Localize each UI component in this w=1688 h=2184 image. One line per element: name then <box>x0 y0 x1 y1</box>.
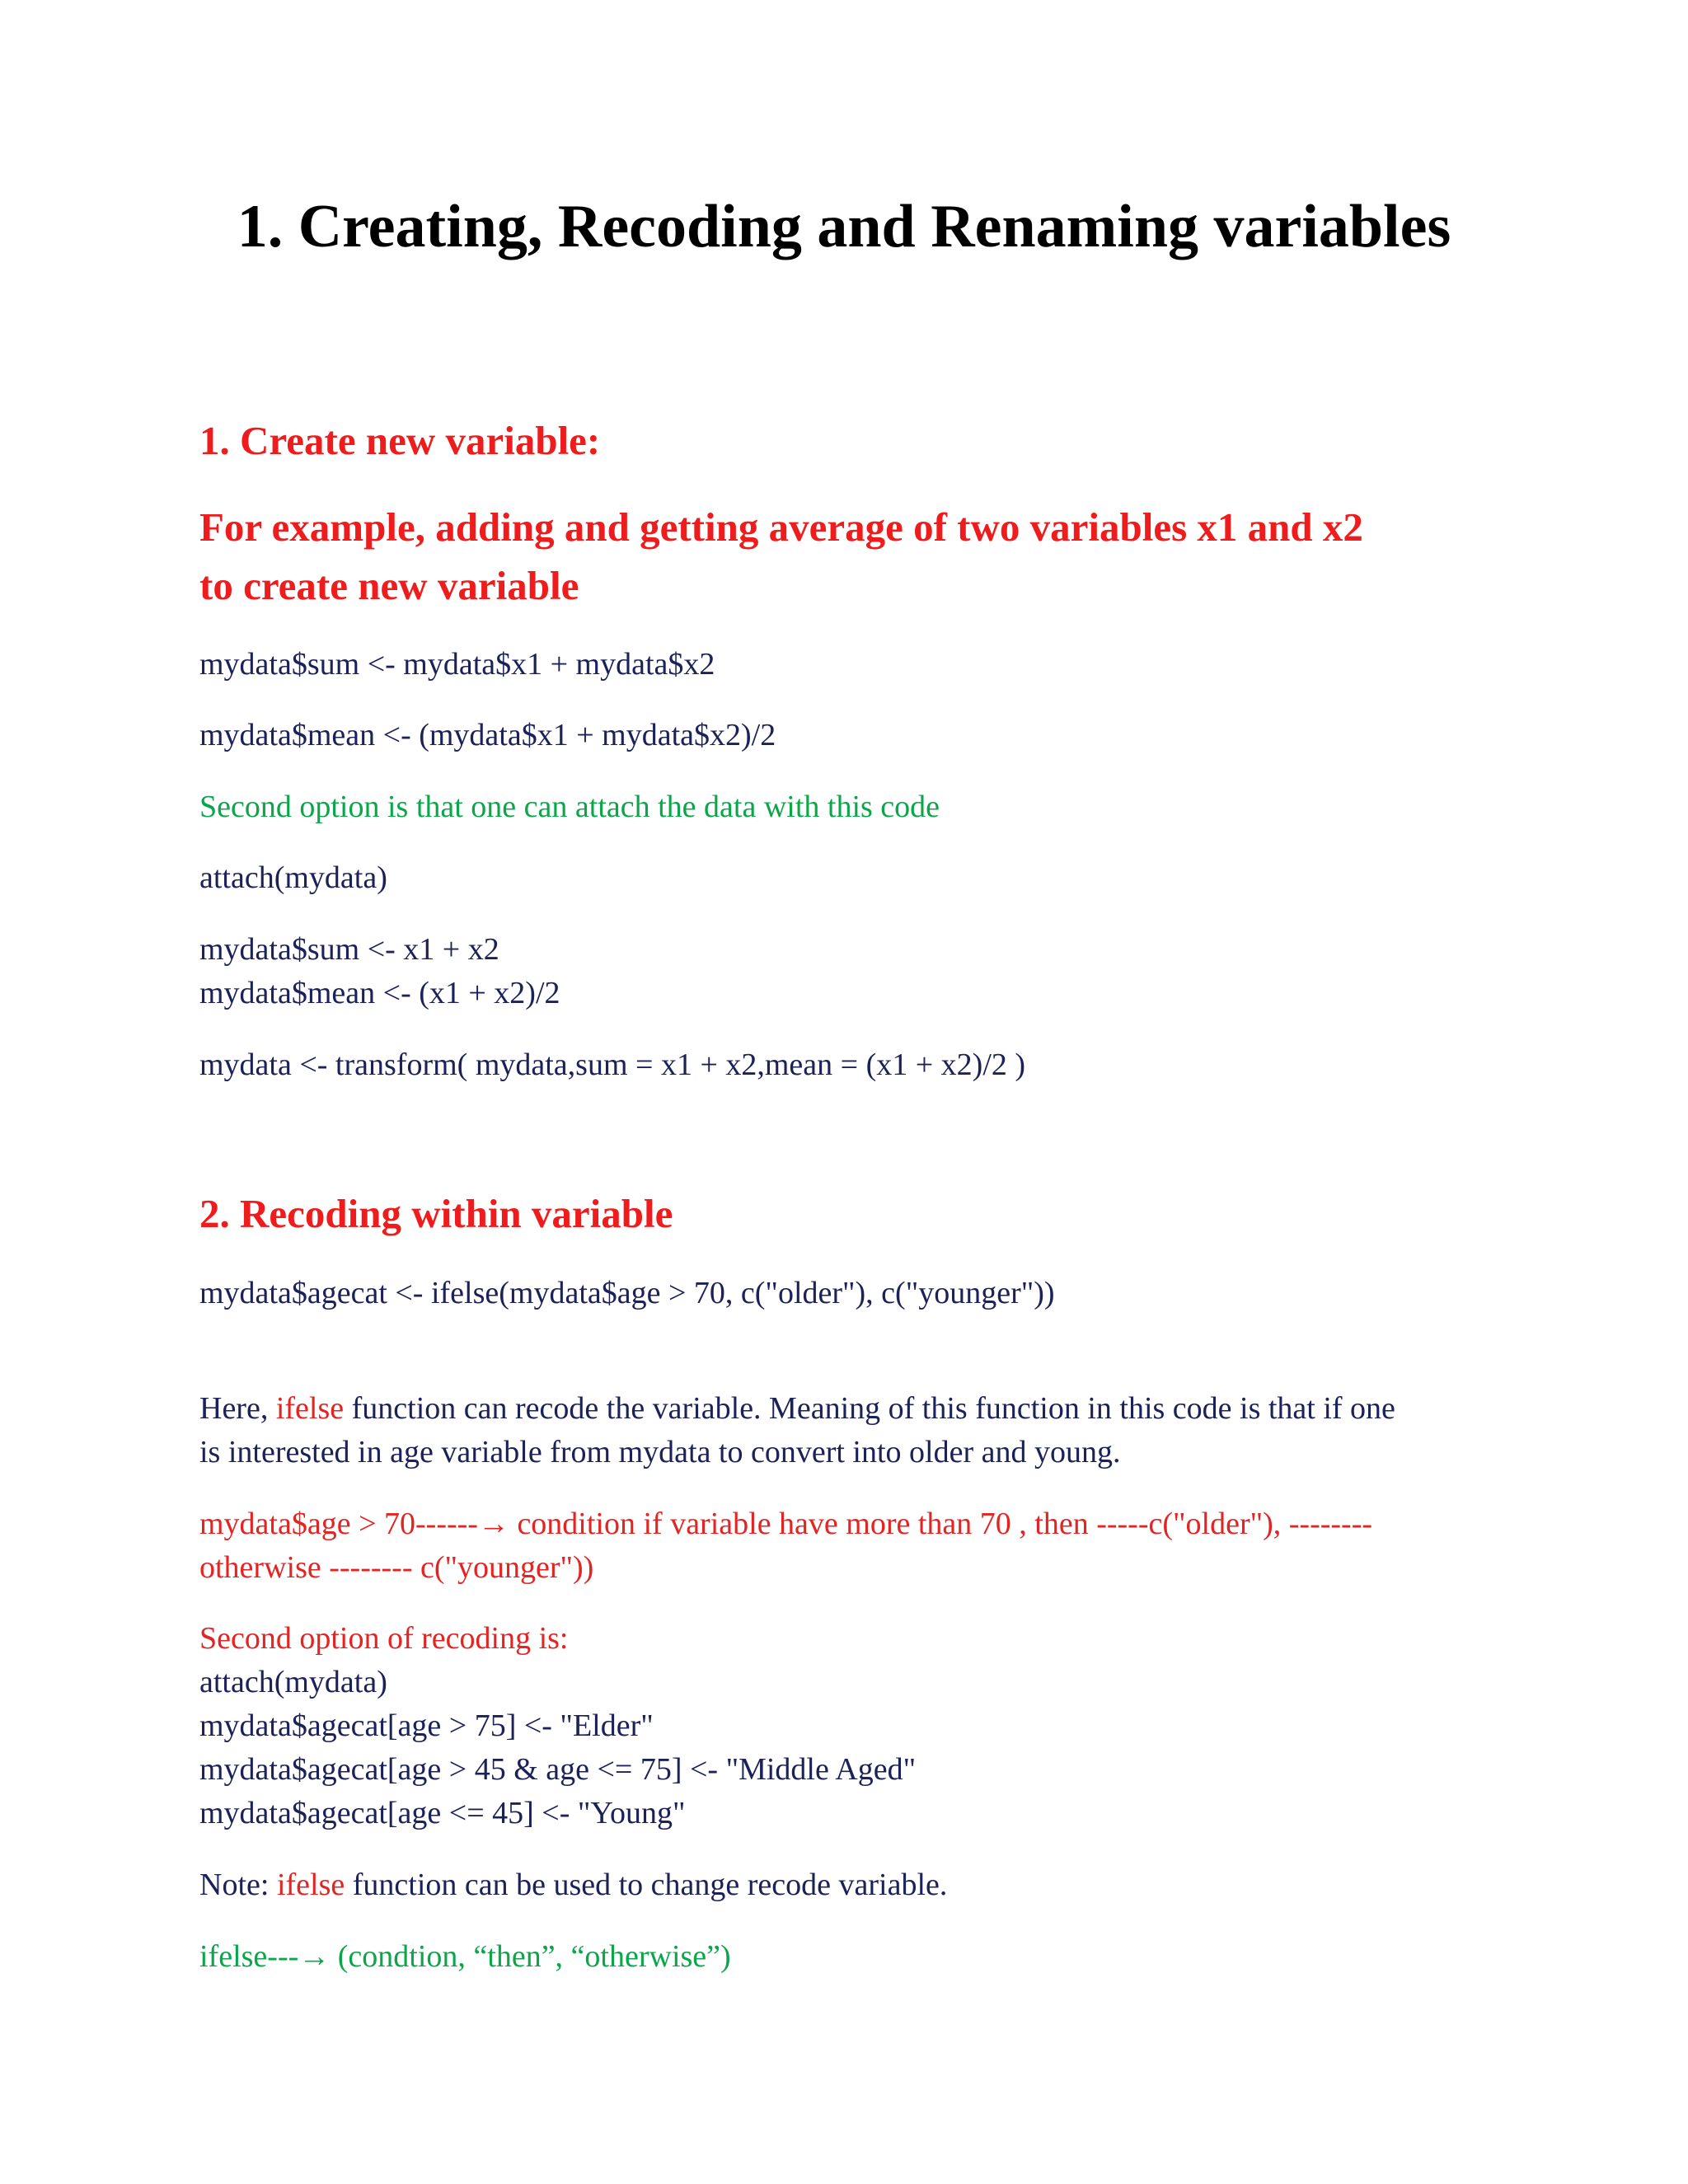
note-label: Note: <box>199 1868 277 1902</box>
section1-subheading-line2: to create new variable <box>199 563 579 608</box>
condition-explanation-line2: otherwise -------- c("younger")) <box>199 1550 594 1585</box>
ifelse-syntax-line <box>199 1941 731 1972</box>
code-transform-line: mydata <- transform( mydata,sum = x1 + x2,mean = (x1 + x2)/2 ) <box>199 1047 1026 1082</box>
condition-explanation-line1 <box>199 1508 1372 1540</box>
section1-heading: 1. Create new variable: <box>199 418 601 463</box>
code-sum-attached-line: mydata$sum <- x1 + x2 <box>199 932 499 967</box>
code-mean-line: mydata$mean <- (mydata$x1 + mydata$x2)/2 <box>199 718 776 752</box>
right-arrow-icon: → <box>298 1939 331 1974</box>
code-middle-aged-line: mydata$agecat[age > 45 & age <= 75] <- "Middle Aged" <box>199 1752 917 1787</box>
code-sum-line: mydata$sum <- mydata$x1 + mydata$x2 <box>199 647 715 682</box>
condition-text-b: condition if variable have more than 70 , then -----c("older"), -------- <box>509 1507 1372 1541</box>
code-mean-attached-line: mydata$mean <- (x1 + x2)/2 <box>199 976 560 1010</box>
para-text-a: Here, <box>199 1391 276 1426</box>
syntax-text-b: (condtion, “then”, “otherwise”) <box>330 1939 731 1974</box>
second-option-heading: Second option of recoding is: <box>199 1621 569 1656</box>
explanation-paragraph-line2: is interested in age variable from mydata to convert into older and young. <box>199 1435 1121 1469</box>
para-text-b: function can recode the variable. Meaning of this function in this code is that if one <box>344 1391 1395 1426</box>
ifelse-keyword: ifelse <box>275 1391 345 1426</box>
attach-note: Second option is that one can attach the data with this code <box>199 790 940 824</box>
section2-heading: 2. Recoding within variable <box>199 1191 673 1236</box>
syntax-text-a: ifelse--- <box>199 1939 299 1974</box>
note-text: function can be used to change recode variable. <box>345 1868 948 1902</box>
code-young-line: mydata$agecat[age <= 45] <- "Young" <box>199 1796 686 1830</box>
right-arrow-icon: → <box>477 1507 509 1541</box>
note-line <box>199 1869 947 1900</box>
code-attach-line-2: attach(mydata) <box>199 1665 387 1699</box>
note-ifelse-keyword: ifelse <box>276 1868 345 1902</box>
explanation-paragraph-line1 <box>199 1393 1395 1424</box>
code-ifelse-line: mydata$agecat <- ifelse(mydata$age > 70, c("older"), c("younger")) <box>199 1276 1055 1310</box>
code-elder-line: mydata$agecat[age > 75] <- "Elder" <box>199 1708 654 1743</box>
section1-subheading-line1: For example, adding and getting average of two variables x1 and x2 <box>199 504 1363 550</box>
page-title: 1. Creating, Recoding and Renaming variables <box>237 193 1451 260</box>
condition-text-a: mydata$age > 70------ <box>199 1507 478 1541</box>
code-attach-line: attach(mydata) <box>199 860 387 895</box>
